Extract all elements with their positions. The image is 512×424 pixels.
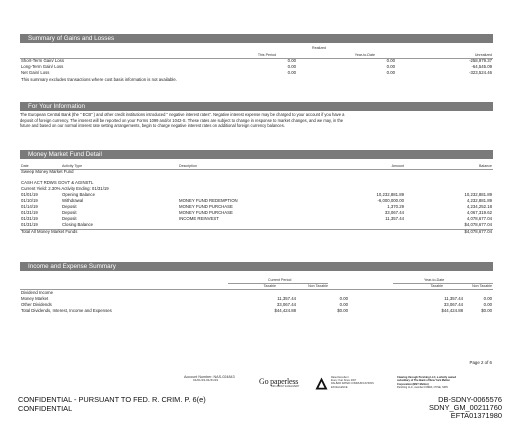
income-current-period-header: Current Period [268, 278, 292, 282]
income-ytd-taxable: Taxable [430, 284, 443, 288]
mm-total-row: Total All Money Market Funds $4,078,677.04 [21, 228, 492, 234]
mm-section-header: Money Market Fund Detail [20, 150, 493, 159]
income-ytd-header: Year-to-Date [424, 278, 445, 282]
mm-col-amount: Amount [391, 164, 404, 168]
mm-fund-label: Sweep Money Market Fund [21, 169, 74, 174]
income-section-header: Income and Expense Summary [20, 262, 493, 271]
table-row: Other Dividends 33,067.44 0.00 33,067.44 0.00 [21, 302, 492, 307]
income-header-rule [20, 289, 493, 290]
dalbar-award-icon [315, 377, 328, 390]
mm-col-balance: Balance [479, 164, 492, 168]
info-text: The European Central Bank (the " ECB" ) and other credit institutions introduced " negative interest rates". Negative interest expense may be charged to your account if you have a deposit of foreign currency. The interest will be reported on your Forms 1099 and/or 1042-S. These rates are subject to change in response to market changes, and we may, in the future and based on our normal interest rate setting arrangements, begin to charge negative interest rates on additional foreign currency balances. [20, 112, 345, 129]
page-number: Page 2 of 6 [469, 360, 492, 365]
table-row: 01/31/19 Deposit MONEY FUND PURCHASE 33,067.44 4,067,319.62 [21, 210, 492, 215]
gains-row: Short-Term Gain/ Loss 0.00 0.00 -258,979.37 [21, 58, 492, 63]
table-row: 01/10/19 Withdrawal MONEY FUND REDEMPTION -6,000,000.00 4,232,881.89 [21, 198, 492, 203]
go-paperless-logo: Go paperless ASK ABOUT E-DELIVERY [259, 377, 300, 389]
gains-row-net: Net Gain/ Loss 0.00 0.00 -323,524.46 [21, 70, 492, 75]
clearing-disclosure: Clearing through Pershing LLC, a wholly owned subsidiary of The Bank of New York Mellon Corporation (BNY Mellon) Pershing LLC, member FINRA, NYSE, SIPC [397, 376, 457, 389]
gains-row: Long-Term Gain/ Loss 0.00 0.00 -64,545.09 [21, 64, 492, 69]
account-number: Account Number: NAS-024843 01/01/19-01/31/19 [184, 375, 235, 383]
gains-col-ytd: Year-to-Date [354, 53, 375, 57]
table-row: 01/31/19 Closing Balance $4,078,677.04 [21, 222, 492, 227]
mm-col-description: Description [179, 164, 197, 168]
table-row: 01/31/19 Deposit INCOME REINVEST 11,357.44 4,078,677.04 [21, 216, 492, 221]
mm-col-activity: Activity Type [62, 164, 83, 168]
gains-col-period: This Period [257, 53, 276, 57]
income-ytd-non-taxable: Non Taxable [472, 284, 492, 288]
gains-note: This summary excludes transactions where cost basis information is not available. [21, 77, 177, 82]
gains-section-header: Summary of Gains and Losses [20, 34, 493, 43]
bates-numbers: DB-SDNY-0065576 SDNY_GM_00211760 EFTA01371980 [429, 395, 502, 421]
gains-col-unrealized: Unrealized [474, 53, 492, 57]
income-total-row: Total Dividends, Interest, Income and Expenses $44,424.88 $0.00 $44,424.88 $0.00 [21, 308, 492, 313]
table-row: Money Market 11,357.44 0.00 11,357.44 0.00 [21, 296, 492, 301]
info-section-header: For Your Information [20, 102, 493, 111]
income-cp-non-taxable: Non Taxable [308, 284, 328, 288]
income-cp-taxable: Taxable [263, 284, 276, 288]
dalbar-award-text: Rated Excellent Every Year Since 2007 DALBAR RATED COMMUNICATIONS EXCELLENCE [331, 376, 374, 389]
table-row: 01/01/19 Opening Balance 10,232,881.89 10,232,881.89 [21, 192, 492, 197]
table-row: 01/14/19 Deposit MONEY FUND PURCHASE 1,370.29 4,234,252.18 [21, 204, 492, 209]
gains-realized-header: Realized [312, 46, 326, 50]
income-group-label: Dividend Income [21, 290, 54, 295]
mm-fund-name: CASH ACT RDWS GOVT & AGINSTL [21, 180, 94, 185]
mm-yield-line: Current Yield: 2.30% Activity Ending: 01/31/19 [21, 186, 109, 191]
confidential-notice: CONFIDENTIAL - PURSUANT TO FED. R. CRIM. P. 6(e) CONFIDENTIAL [18, 395, 206, 413]
mm-col-date: Date [21, 164, 29, 168]
